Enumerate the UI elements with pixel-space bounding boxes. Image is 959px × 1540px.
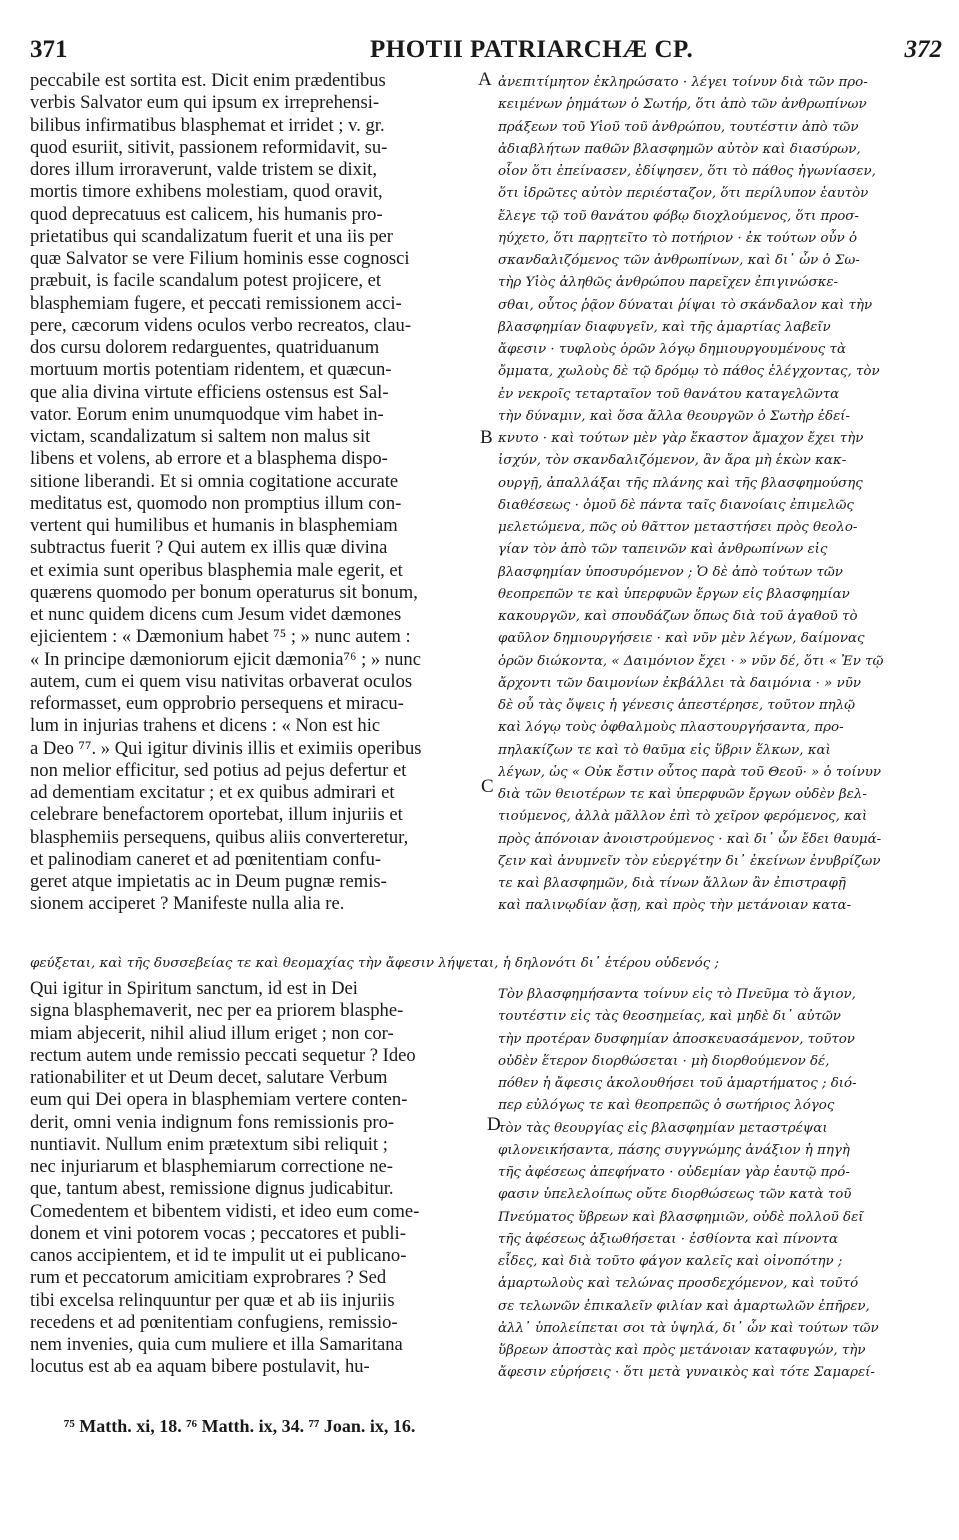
latin-text-line: recedens et ad pœnitentiam confugiens, remissio-: [30, 1311, 398, 1333]
latin-text-line: ejicientem : « Dæmonium habet ⁷⁵ ; » nunc autem :: [30, 626, 411, 648]
latin-text-line: rum et peccatorum amicitiam exprobrares ? Sed: [30, 1267, 387, 1289]
greek-text-line: ηύχετο, ὅτι παρῃτεῖτο τὸ ποτήριον · ἐκ τούτων οὖν ὁ: [498, 230, 858, 246]
page-number-right: 372: [904, 36, 942, 63]
latin-text-line: blasphemiis persequens, quibus aliis converteretur,: [30, 826, 409, 848]
greek-text-line: οἷον ὅτι ἐπείνασεν, ἐδίψησεν, ὅτι τὸ πάθος ἠγωνίασεν,: [498, 164, 876, 179]
latin-text-line: quod deprecatuus est calicem, his humanis pro-: [30, 203, 383, 225]
full-width-greek-line: φεύξεται, καὶ τῆς δυσσεβείας τε καὶ θεομαχίας τὴν ἄφεσιν λήψεται, ἡ δηλονότι δι᾿ ἑτέρου οὐδενός ;: [30, 956, 719, 971]
latin-text-line: Qui igitur in Spiritum sanctum, id est in Dei: [30, 978, 358, 999]
greek-text-line: θεοπρεπῶν τε καὶ ὑπερφυῶν ἔργων εἰς βλασφημίαν: [498, 586, 850, 602]
latin-text-line: celebrare benefactorem oportebat, illum injuriis et: [30, 804, 403, 826]
latin-text-line: rationabiliter et ut Deum decet, salutare Verbum: [30, 1067, 388, 1088]
greek-text-line: σθαι, οὗτος ῥᾷον δύναται ῥίψαι τὸ σκάνδαλον καὶ τὴν: [498, 297, 873, 313]
latin-text-line: locutus est ab ea aquam bibere postulavit, hu-: [30, 1356, 370, 1378]
greek-text-line: ἔλεγε τῷ τοῦ θανάτου φόβῳ διοχλούμενος, ὅτι προσ-: [498, 208, 859, 224]
latin-text-line: libens et volens, ab errore et a blasphema dispo-: [30, 448, 388, 470]
greek-text-line: τε καὶ βλασφημῶν, διὰ τίνων ἄλλων ἂν ἐπιστραφῇ: [498, 876, 846, 891]
greek-text-line: δὲ οὗ τὰς ὄψεις ἡ γένεσις ἀπεστέρησε, τοῦτον πηλῷ: [498, 698, 856, 713]
greek-text-line: τιούμενος, ἀλλὰ μᾶλλον ἐπὶ τὸ χεῖρον φερόμενος, καὶ: [498, 809, 868, 825]
latin-text-line: autem, cum ei quem visu nativitas orbaverat oculos: [30, 670, 413, 692]
latin-text-line: sitione liberandi. Et si omnia cogitatione accurate: [30, 470, 399, 492]
greek-text-line: ζειν καὶ ἀνυμνεῖν τὸν εὐεργέτην δι᾿ ἐκείνων ἐνυβρίζων: [498, 853, 881, 869]
greek-text-line: σκανδαλιζόμενος τῶν ἀνθρωπίνων, καὶ δι᾿ ὧν ὁ Σω-: [498, 253, 860, 268]
latin-text-line: subtractus fuerit ? Qui autem ex illis quæ divina: [30, 537, 388, 559]
greek-text-line: διαθέσεως · ὁμοῦ δὲ πάντα ταῖς διανοίαις ἐπιμελῶς: [498, 497, 854, 513]
greek-text-line: τὴν δύναμιν, καὶ ὅσα ἄλλα θεουργῶν ὁ Σωτὴρ ἐδεί-: [498, 408, 851, 424]
latin-text-line: dos cursu dolorem redarguentes, quatriduanum: [30, 337, 380, 358]
greek-text-line: κνυτο · καὶ τούτων μὲν γὰρ ἕκαστον ἄμαχον ἔχει τὴν: [498, 431, 864, 446]
greek-text-line: καὶ παλινῳδίαν ᾄσῃ, καὶ πρὸς τὴν μετάνοιαν κατα-: [498, 898, 852, 914]
latin-text-line: ad dementiam excitatur ; et ex quibus admirari et: [30, 782, 395, 803]
latin-text-line: a Deo ⁷⁷. » Qui igitur divinis illis et eximiis operibus: [30, 737, 422, 759]
greek-text-line: ὅτι ἱδρῶτες αὐτὸν περιέσταζον, ὅτι περίλυπον ἑαυτὸν: [498, 186, 869, 202]
latin-text-line: quæ Salvator se vere Filium hominis esse cognosci: [30, 248, 410, 269]
latin-text-line: eum qui Dei opera in blasphemiam vertere conten-: [30, 1089, 408, 1111]
section-marker-c: C: [481, 776, 494, 797]
latin-text-line: nem invenies, quia cum muliere et illa Samaritana: [30, 1334, 403, 1355]
latin-text-line: pere, cæcorum videns oculos verbo recreatos, clau-: [30, 314, 412, 336]
latin-text-line: præbuit, is facile scandalum potest projicere, et: [30, 270, 382, 292]
greek-column-bottom: [498, 984, 938, 1385]
latin-text-line: sionem acciperet ? Manifeste nulla alia re.: [30, 893, 345, 915]
greek-text-line: ἀδιαβλήτων παθῶν βλασφημῶν αὐτὸν καὶ διασύρων,: [498, 141, 861, 157]
greek-text-line: ἀνεπιτίμητον ἐκληρώσατο · λέγει τοίνυν διὰ τῶν προ-: [498, 75, 868, 90]
greek-text-line: Πνεύματος ὕβρεων καὶ βλασφημιῶν, οὐδὲ πολλοῦ δεῖ: [498, 1209, 864, 1225]
greek-text-line: τουτέστιν εἰς τὰς θεοσημείας, καὶ μηδὲ δι᾿ αὐτῶν: [498, 1009, 841, 1025]
greek-text-line: τὴν προτέραν δυσφημίαν ἀποσκευασάμενον, τοῦτον: [498, 1031, 855, 1047]
latin-text-line: victam, scandalizatum si saltem non malus sit: [30, 426, 371, 447]
latin-text-line: vator. Eorum enim unumquodque vim habet in-: [30, 403, 384, 425]
latin-text-line: prietatibus qui scandalizatum fuerit et una iis per: [30, 225, 393, 247]
greek-text-line: μελετώμενα, πῶς οὐ θᾶττον μεταστήσει πρὸς θεολο-: [498, 520, 858, 535]
greek-text-line: καὶ λόγῳ τοὺς ὀφθαλμοὺς πλαστουργήσαντα, προ-: [498, 720, 844, 736]
greek-text-line: οὐδὲν ἕτερον διορθώσεται · μὴ διορθούμενον δέ,: [498, 1053, 830, 1069]
section-marker-b: B: [480, 427, 493, 448]
latin-text-line: nuntiavit. Nullum enim prætextum sibi reliquit ;: [30, 1133, 388, 1155]
latin-text-line: quærens quomodo per bonum operaturus sit bonum,: [30, 581, 418, 603]
greek-text-line: ὁρῶν διώκοντα, « Δαιμόνιον ἔχει · » νῦν δέ, ὅτι « Ἐν τῷ: [498, 653, 884, 669]
greek-text-line: φαῦλον δημιουργήσειε · καὶ νῦν μὲν λέγων, δαίμονας: [498, 631, 865, 647]
section-marker-d: D: [487, 1114, 501, 1135]
greek-text-line: βλασφημίαν διαφυγεῖν, καὶ τῆς ἁμαρτίας λαβεῖν: [498, 319, 831, 335]
latin-text-line: derit, omni venia indignum fons remissionis pro-: [30, 1111, 395, 1133]
running-title: PHOTII PATRIARCHÆ CP.: [370, 36, 694, 63]
footnotes: ⁷⁵ Matth. xi, 18. ⁷⁶ Matth. ix, 34. ⁷⁷ Joan. ix, 16.: [64, 1416, 416, 1436]
latin-text-line: bilibus infirmatibus blasphemat et irridet ; v. gr.: [30, 114, 385, 136]
latin-text-line: verbis Salvator eum qui ipsum ex irreprehensi-: [30, 92, 380, 114]
latin-text-line: non melior efficitur, sed potius ad pejus defertur et: [30, 759, 407, 781]
greek-text-line: φιλονεικήσαντα, πάσης συγγνώμης ἀνάξιον ἡ πηγὴ: [498, 1142, 850, 1158]
latin-text-line: rectum autem unde remissio peccati sequetur ? Ideo: [30, 1044, 416, 1066]
latin-text-line: nec injuriarum et blasphemiarum correctione ne-: [30, 1156, 393, 1177]
greek-text-line: ουργῇ, ἀπαλλάξαι τῆς πλάνης καὶ τῆς βλασφημούσης: [498, 475, 863, 491]
latin-text-line: tibi excelsa relinquuntur per quæ et ab iis injuriis: [30, 1289, 395, 1311]
greek-text-line: τῆς ἀφέσεως ἀπεφήνατο · οὐδεμίαν γὰρ ἑαυτῷ πρό-: [498, 1165, 850, 1180]
greek-text-line: εἶδες, καὶ διὰ τοῦτο φάγον καλεῖς καὶ οἰνοπότην ;: [498, 1254, 843, 1269]
greek-text-line: τὴρ Υἱὸς ἀληθῶς ἀνθρώπου παρεῖχεν ἐπιγινώσκε-: [498, 275, 839, 291]
latin-text-line: reformasset, eum opprobrio persequens et miracu-: [30, 693, 404, 714]
greek-text-line: διὰ τῶν θειοτέρων τε καὶ ὑπερφυῶν ἔργων οὐδὲν βελ-: [498, 787, 867, 802]
latin-text-line: miam abjecerit, nihil aliud illum eriget ; non cor-: [30, 1022, 394, 1044]
greek-text-line: ἄφεσιν εὑρήσεις · ὅτι μετὰ γυναικὸς καὶ τότε Σαμαρεί-: [498, 1365, 875, 1381]
greek-text-line: κακουργῶν, καὶ σπουδάζων ὅπως διὰ τοῦ ἀγαθοῦ τὸ: [498, 609, 858, 624]
greek-text-line: ἁμαρτωλοὺς καὶ τελώνας προσδεχόμενον, καὶ τοῦτό: [498, 1276, 859, 1292]
greek-text-line: πηλακίζων τε καὶ τὸ θαῦμα εἰς ὕβριν ἕλκων, καὶ: [498, 742, 831, 758]
latin-text-line: signa blasphemaverit, nec per ea priorem blasphe-: [30, 1000, 404, 1022]
running-header: [30, 36, 942, 70]
section-marker-a: A: [478, 69, 492, 90]
latin-text-line: donem et vini potorem vocas ; peccatores et publi-: [30, 1222, 406, 1244]
greek-text-line: φασιν ὑπελελοίπως οὔτε διορθώσεως τῶν κατὰ τοῦ: [498, 1187, 852, 1203]
latin-text-line: geret atque impietatis ac in Deum pugnæ remis-: [30, 871, 387, 892]
greek-text-line: ἄφεσιν · τυφλοὺς ὁρῶν λόγῳ δημιουργουμένους τὰ: [498, 342, 847, 357]
greek-text-line: περ εὐλόγως τε καὶ θεοπρεπῶς ὁ σωτήριος λόγος: [498, 1098, 835, 1114]
latin-text-line: et palinodiam caneret et ad pœnitentiam confu-: [30, 848, 382, 870]
greek-text-line: σε τελωνῶν ἐπικαλεῖν φιλίαν καὶ ἁμαρτωλῶν ἐπῆρεν,: [498, 1298, 870, 1314]
latin-text-line: et nunc quidem dicens cum Jesum videt dæmones: [30, 604, 402, 625]
latin-text-line: mortuum mortis potentiam ridentem, et quæcun-: [30, 359, 392, 381]
latin-text-line: que, tantum abest, remissione dignus judicabitur.: [30, 1178, 394, 1200]
greek-text-line: τὸν τὰς θεουργίας εἰς βλασφημίαν μεταστρέψαι: [498, 1120, 828, 1136]
latin-text-line: peccabile est sortita est. Dicit enim prædentibus: [30, 70, 386, 91]
greek-text-line: πρὸς ἀπόνοιαν ἀνοιστρούμενος · καὶ δι᾿ ὧν ἔδει θαυμά-: [498, 831, 882, 847]
latin-text-line: dores illum irroraverunt, valde tristem se dixit,: [30, 159, 377, 180]
greek-text-line: πράξεων τοῦ Υἱοῦ τοῦ ἀνθρώπου, τουτέστιν ἀπὸ τῶν: [498, 119, 859, 135]
latin-text-line: mortis timore exhibens molestiam, quod oravit,: [30, 181, 383, 203]
greek-text-line: πόθεν ἡ ἄφεσις ἀκολουθήσει τοῦ ἁμαρτήματος ; διό-: [498, 1076, 857, 1091]
latin-text-line: quod esuriit, sitivit, passionem reformidavit, su-: [30, 136, 388, 158]
greek-text-line: ὄμματα, χωλοὺς δὲ τῷ δρόμῳ τὸ πάθος ἐλέγχοντας, τὸν: [498, 364, 880, 380]
page-number-left: 371: [30, 36, 68, 63]
latin-text-line: que alia divina virtute efficiens ostensus est Sal-: [30, 381, 389, 403]
latin-text-line: « In principe dæmoniorum ejicit dæmonia⁷⁶ ; » nunc: [30, 648, 421, 670]
latin-text-line: Comedentem et bibentem vidisti, et ideo eum come-: [30, 1200, 420, 1222]
greek-text-line: λέγων, ὡς « Οὐκ ἔστιν οὗτος παρὰ τοῦ Θεοῦ· » ὁ τοίνυν: [498, 764, 882, 780]
latin-text-line: blasphemiam fugere, et peccati remissionem acci-: [30, 292, 402, 314]
greek-text-line: ἄρχοντι τῶν δαιμονίων ἐκβάλλει τὰ δαιμόνια · » νῦν: [498, 675, 862, 691]
greek-text-line: ἐν νεκροῖς τεταρταῖον τοῦ θανάτου καταγελῶντα: [498, 386, 840, 402]
greek-text-line: ἀλλ᾿ ὑπολείπεται σοι τὰ ὑψηλά, δι᾿ ὧν καὶ τούτων τῶν: [498, 1320, 879, 1336]
greek-text-line: κειμένων ῥημάτων ὁ Σωτήρ, ὅτι ἀπὸ τῶν ἀνθρωπίνων: [498, 97, 867, 113]
latin-text-line: vertent qui humilibus et humanis in blasphemiam: [30, 515, 398, 536]
latin-column-bottom: [30, 978, 486, 1379]
greek-text-line: ὕβρεων ἀποστὰς καὶ πρὸς μετάνοιαν καταφυγών, τὴν: [498, 1343, 866, 1358]
greek-text-line: τῆς ἀφέσεως ἀξιωθήσεται · ἐσθίοντα καὶ πίνοντα: [498, 1231, 838, 1247]
latin-text-line: meditatus est, quomodo non promptius illum con-: [30, 492, 402, 514]
greek-text-line: ἰσχύν, τὸν σκανδαλιζόμενον, ἂν ἄρα μὴ ἑκὼν κακ-: [498, 453, 847, 469]
latin-text-line: et eximia sunt operibus blasphemia male egerit, et: [30, 559, 403, 581]
latin-column-top: [30, 70, 486, 916]
latin-text-line: canos accipientem, et id te impulit ut ei publicano-: [30, 1245, 407, 1266]
greek-text-line: γίαν τὸν ἀπὸ τῶν ταπεινῶν καὶ ἀνθρωπίνων εἰς: [498, 542, 828, 558]
latin-text-line: lum in injurias trahens et dicens : « Non est hic: [30, 715, 381, 737]
greek-column-top: [498, 72, 938, 918]
greek-text-line: Τὸν βλασφημήσαντα τοίνυν εἰς τὸ Πνεῦμα τὸ ἅγιον,: [498, 987, 856, 1002]
greek-text-line: βλασφημίαν ὑποσυρόμενον ; Ὁ δὲ ἀπὸ τούτων τῶν: [498, 564, 843, 580]
